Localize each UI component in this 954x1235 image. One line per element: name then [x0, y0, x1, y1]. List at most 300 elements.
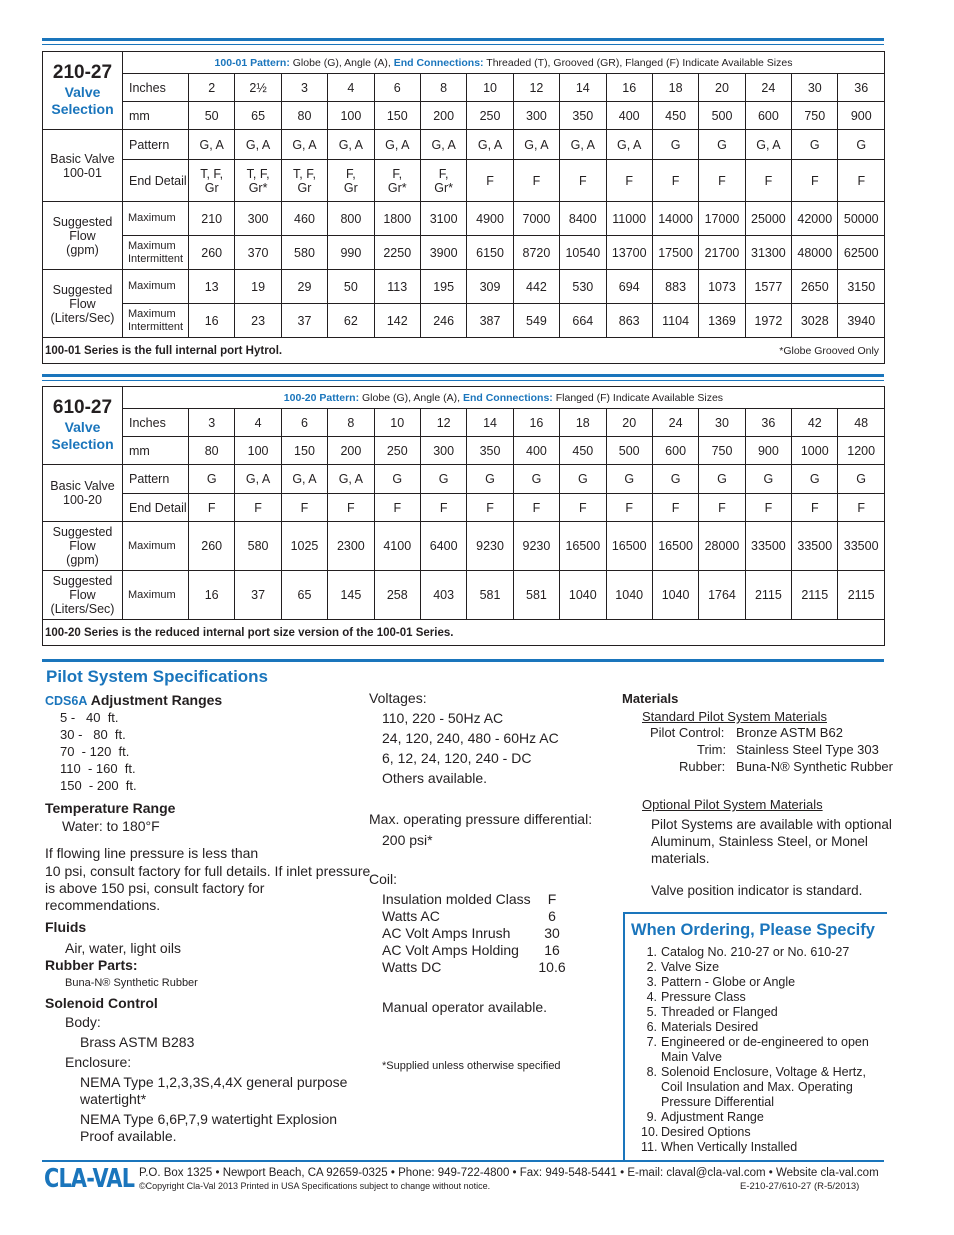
flow-note-1: If flowing line pressure is less than [45, 845, 259, 861]
gpm-max-cell: 300 [235, 202, 281, 236]
gpm-max-cell: 16500 [560, 522, 606, 571]
ls-int-cell: 1972 [745, 304, 791, 338]
ls-max-cell: 16 [189, 571, 235, 620]
end-detail-label: End Detail [123, 160, 189, 202]
inches-cell: 16 [513, 409, 559, 437]
coil-key: Watts AC [382, 908, 440, 924]
coil-value: 6 [548, 908, 556, 924]
ls-max-cell: 1040 [652, 571, 698, 620]
end-detail-cell: T, F, Gr [281, 160, 327, 202]
inches-cell: 16 [606, 74, 652, 102]
ls-max-cell: 19 [235, 270, 281, 304]
gpm-max-cell: 1025 [281, 522, 327, 571]
mm-cell: 900 [838, 102, 885, 130]
mm-cell: 600 [745, 102, 791, 130]
gpm-int-cell: 10540 [560, 236, 606, 270]
enclosure-2b: Proof available. [80, 1128, 177, 1144]
solenoid-heading: Solenoid Control [45, 995, 158, 1011]
inches-cell: 2½ [235, 74, 281, 102]
gpm-int-cell: 370 [235, 236, 281, 270]
end-detail-label: End Detail [123, 494, 189, 522]
gpm-max-cell: 2300 [328, 522, 374, 571]
ordering-box [623, 912, 887, 1162]
flow-gpm-label: Suggested Flow (gpm) [43, 522, 123, 571]
ls-max-cell: 1073 [699, 270, 745, 304]
pattern-cell: G, A [420, 130, 466, 160]
ordering-item: 2. Valve Size [646, 960, 720, 974]
ordering-item: 9. Adjustment Range [646, 1110, 764, 1124]
gpm-int-cell: 31300 [745, 236, 791, 270]
end-detail-cell: F [792, 494, 838, 522]
mm-cell: 400 [513, 437, 559, 465]
end-detail-cell: F, Gr [328, 160, 374, 202]
ls-max-cell: 37 [235, 571, 281, 620]
pattern-cell: G [792, 465, 838, 494]
gpm-int-cell: 6150 [467, 236, 513, 270]
pattern-cell: G [513, 465, 559, 494]
selection-label: Selection [51, 101, 114, 117]
voltage-1: 110, 220 - 50Hz AC [382, 710, 504, 726]
gpm-max-cell: 28000 [699, 522, 745, 571]
end-detail-cell: T, F, Gr [189, 160, 235, 202]
mm-label: mm [123, 437, 189, 465]
range-item: 150 - 200 ft. [60, 778, 137, 793]
inches-cell: 24 [745, 74, 791, 102]
end-detail-cell: F [745, 160, 791, 202]
ls-max-cell: 694 [606, 270, 652, 304]
opt-line-3: materials. [651, 851, 710, 866]
gpm-int-cell: 2250 [374, 236, 420, 270]
mop-heading: Max. operating pressure differential: [369, 811, 593, 827]
gpm-max-cell: 16500 [606, 522, 652, 571]
inches-cell: 10 [467, 74, 513, 102]
mm-cell: 450 [560, 437, 606, 465]
pattern-cell: G [699, 130, 745, 160]
gpm-int-cell: 260 [189, 236, 235, 270]
ls-max-cell: 1040 [560, 571, 606, 620]
inches-cell: 4 [328, 74, 374, 102]
range-item: 5 - 40 ft. [60, 710, 119, 725]
mm-label: mm [123, 102, 189, 130]
mm-cell: 350 [560, 102, 606, 130]
mm-cell: 300 [420, 437, 466, 465]
mm-cell: 750 [792, 102, 838, 130]
manual-operator: Manual operator available. [382, 999, 547, 1015]
end-detail-cell: F, Gr* [420, 160, 466, 202]
inches-label: Inches [123, 409, 189, 437]
end-detail-cell: F [513, 494, 559, 522]
ordering-item: 6. Materials Desired [646, 1020, 759, 1034]
valve-label: Valve [64, 419, 101, 435]
end-detail-cell: F [189, 494, 235, 522]
mm-cell: 50 [189, 102, 235, 130]
ls-int-cell: 549 [513, 304, 559, 338]
ls-int-cell: 246 [420, 304, 466, 338]
coil-value: F [547, 891, 557, 907]
ls-max-cell: 1040 [606, 571, 652, 620]
adjustment-ranges-heading [45, 692, 222, 710]
gpm-max-cell: 9230 [513, 522, 559, 571]
max-intermittent-label: Maximum Intermittent [123, 304, 189, 338]
end-detail-cell: F [606, 160, 652, 202]
voltage-4: Others available. [382, 770, 488, 786]
supplied-note: *Supplied unless otherwise specified [382, 1060, 561, 1072]
temp-heading: Temperature Range [45, 800, 176, 816]
pattern-cell: G [189, 465, 235, 494]
gpm-max-cell: 6400 [420, 522, 466, 571]
pattern-cell: G, A [560, 130, 606, 160]
pattern-cell: G [699, 465, 745, 494]
opt-line-1: Pilot Systems are available with optional [651, 817, 892, 832]
enclosure-1b: watertight* [80, 1091, 147, 1107]
ordering-item: 4. Pressure Class [646, 990, 746, 1004]
inches-cell: 24 [652, 409, 698, 437]
enclosure-label: Enclosure: [65, 1054, 132, 1070]
enclosure-2a: NEMA Type 6,6P,7,9 watertight Explosion [80, 1111, 338, 1127]
ls-max-cell: 1764 [699, 571, 745, 620]
gpm-max-cell: 7000 [513, 202, 559, 236]
ls-max-cell: 581 [467, 571, 513, 620]
inches-cell: 12 [513, 74, 559, 102]
ls-int-cell: 664 [560, 304, 606, 338]
inches-cell: 8 [420, 74, 466, 102]
pattern-header: 100-20 Pattern: Globe (G), Angle (A), End Connections: Flanged (F) Indicate Available Sizes [123, 387, 885, 409]
end-detail-cell: F [745, 494, 791, 522]
gpm-max-cell: 11000 [606, 202, 652, 236]
maximum-label: Maximum [123, 270, 189, 304]
inches-cell: 6 [374, 74, 420, 102]
inches-cell: 18 [560, 409, 606, 437]
end-detail-cell: F, Gr* [374, 160, 420, 202]
ls-int-cell: 3028 [792, 304, 838, 338]
inches-cell: 30 [699, 409, 745, 437]
footer-rule [42, 1160, 884, 1162]
gpm-max-cell: 14000 [652, 202, 698, 236]
max-intermittent-label: Maximum Intermittent [123, 236, 189, 270]
inches-cell: 36 [745, 409, 791, 437]
end-detail-cell: F [328, 494, 374, 522]
ls-int-cell: 387 [467, 304, 513, 338]
footer-address: P.O. Box 1325 • Newport Beach, CA 92659-0325 • Phone: 949-722-4800 • Fax: 949-548-5441 • E-mail: claval@cla-val.com • Website cla-val.com [139, 1167, 879, 1179]
coil-key: AC Volt Amps Holding [382, 942, 519, 958]
end-detail-cell: F [792, 160, 838, 202]
gpm-max-cell: 25000 [745, 202, 791, 236]
ls-max-cell: 2115 [838, 571, 884, 620]
coil-row [382, 959, 567, 976]
pattern-cell: G, A [235, 130, 281, 160]
mm-cell: 400 [606, 102, 652, 130]
inches-cell: 6 [281, 409, 327, 437]
selection-label: Selection [51, 436, 114, 452]
ls-max-cell: 13 [189, 270, 235, 304]
pattern-cell: G [652, 130, 698, 160]
end-detail-cell: F [374, 494, 420, 522]
mm-cell: 450 [652, 102, 698, 130]
end-detail-cell: F [235, 494, 281, 522]
flow-note-4: recommendations. [45, 897, 161, 913]
gpm-int-cell: 62500 [838, 236, 885, 270]
pattern-cell: G [838, 130, 885, 160]
inches-cell: 3 [281, 74, 327, 102]
ls-max-cell: 145 [328, 571, 374, 620]
pattern-cell: G, A [374, 130, 420, 160]
footer-copyright: ©Copyright Cla-Val 2013 Printed in USA Specifications subject to change without notice. [139, 1181, 491, 1191]
table-210-27 [42, 51, 885, 364]
ls-int-cell: 16 [189, 304, 235, 338]
top-rule-2b [42, 380, 884, 381]
ls-max-cell: 403 [420, 571, 466, 620]
ls-int-cell: 37 [281, 304, 327, 338]
flow-note-2: 10 psi, consult factory for full details. If inlet pressure [45, 863, 371, 879]
gpm-int-cell: 13700 [606, 236, 652, 270]
end-detail-cell: F [513, 160, 559, 202]
ls-int-cell: 23 [235, 304, 281, 338]
mm-cell: 600 [652, 437, 698, 465]
ls-int-cell: 1104 [652, 304, 698, 338]
mm-cell: 1200 [838, 437, 884, 465]
pattern-cell: G, A [513, 130, 559, 160]
flow-gpm-label: Suggested Flow (gpm) [43, 202, 123, 270]
ls-int-cell: 142 [374, 304, 420, 338]
opt-line-2: Aluminum, Stainless Steel, or Monel [651, 834, 868, 849]
pattern-cell: G, A [328, 465, 374, 494]
coil-key: Insulation molded Class [382, 891, 531, 907]
valve-label: Valve [64, 84, 101, 100]
top-rule-1b [42, 44, 884, 45]
maximum-label: Maximum [123, 571, 189, 620]
coil-value: 10.6 [538, 959, 566, 975]
end-detail-cell: F [838, 494, 884, 522]
footnote: *Globe Grooved Only [779, 344, 880, 357]
voltages-heading: Voltages: [369, 690, 427, 706]
inches-cell: 18 [652, 74, 698, 102]
gpm-max-cell: 33500 [838, 522, 884, 571]
gpm-max-cell: 33500 [792, 522, 838, 571]
gpm-max-cell: 50000 [838, 202, 885, 236]
gpm-max-cell: 8400 [560, 202, 606, 236]
ls-max-cell: 29 [281, 270, 327, 304]
opt-materials: Optional Pilot System Materials [642, 797, 823, 812]
ordering-item: 1. Catalog No. 210-27 or No. 610-27 [646, 945, 850, 959]
range-item: 30 - 80 ft. [60, 727, 126, 742]
ls-max-cell: 258 [374, 571, 420, 620]
inches-cell: 36 [838, 74, 885, 102]
fluids-value: Air, water, light oils [65, 940, 181, 956]
pattern-cell: G [652, 465, 698, 494]
materials-heading: Materials [622, 691, 679, 706]
coil-row [382, 908, 567, 925]
table-footer: *Globe Grooved Only 100-01 Series is the full internal port Hytrol. [43, 338, 885, 364]
pattern-cell: G, A [745, 130, 791, 160]
cds-label: CDS6A [45, 694, 88, 708]
pattern-cell: G, A [281, 465, 327, 494]
gpm-max-cell: 580 [235, 522, 281, 571]
coil-key: AC Volt Amps Inrush [382, 925, 511, 941]
mm-cell: 100 [235, 437, 281, 465]
mm-cell: 250 [374, 437, 420, 465]
model-number: 210-27 [52, 62, 113, 83]
pilot-control-key: Pilot Control: [650, 725, 725, 740]
mop-value: 200 psi* [382, 832, 433, 848]
coil-row [382, 942, 567, 959]
table-footer: 100-20 Series is the reduced internal port size version of the 100-01 Series. [43, 620, 885, 646]
end-detail-cell: F [606, 494, 652, 522]
inches-cell: 12 [420, 409, 466, 437]
mm-cell: 150 [374, 102, 420, 130]
mm-cell: 300 [513, 102, 559, 130]
end-detail-cell: F [652, 494, 698, 522]
flow-ls-label: Suggested Flow (Liters/Sec) [43, 571, 123, 620]
gpm-int-cell: 21700 [699, 236, 745, 270]
range-item: 110 - 160 ft. [60, 761, 136, 776]
ls-max-cell: 3150 [838, 270, 885, 304]
mm-cell: 150 [281, 437, 327, 465]
ls-max-cell: 581 [513, 571, 559, 620]
gpm-max-cell: 42000 [792, 202, 838, 236]
pattern-label: Pattern [123, 130, 189, 160]
end-detail-cell: F [838, 160, 885, 202]
ls-int-cell: 62 [328, 304, 374, 338]
ordering-item: 5. Threaded or Flanged [646, 1005, 778, 1019]
flow-ls-label: Suggested Flow (Liters/Sec) [43, 270, 123, 338]
mm-cell: 250 [467, 102, 513, 130]
pattern-cell: G, A [328, 130, 374, 160]
gpm-int-cell: 990 [328, 236, 374, 270]
inches-cell: 14 [560, 74, 606, 102]
gpm-max-cell: 3100 [420, 202, 466, 236]
ordering-item: 3. Pattern - Globe or Angle [646, 975, 796, 989]
pattern-header: 100-01 Pattern: Globe (G), Angle (A), End Connections: Threaded (T), Grooved (GR), Flanged (F) Indicate Available Sizes [123, 52, 885, 74]
pattern-cell: G [606, 465, 652, 494]
pattern-cell: G, A [606, 130, 652, 160]
ordering-list [641, 945, 869, 1155]
gpm-int-cell: 17500 [652, 236, 698, 270]
ls-max-cell: 309 [467, 270, 513, 304]
mm-cell: 100 [328, 102, 374, 130]
rubber-value: Buna-N® Synthetic Rubber [65, 977, 198, 989]
maximum-label: Maximum [123, 522, 189, 571]
coil-value: 16 [544, 942, 560, 958]
inches-cell: 3 [189, 409, 235, 437]
gpm-int-cell: 580 [281, 236, 327, 270]
voltage-3: 6, 12, 24, 120, 240 - DC [382, 750, 532, 766]
pattern-cell: G, A [281, 130, 327, 160]
ls-max-cell: 113 [374, 270, 420, 304]
mm-cell: 65 [235, 102, 281, 130]
ls-int-cell: 1369 [699, 304, 745, 338]
ls-max-cell: 195 [420, 270, 466, 304]
coil-row [382, 891, 567, 908]
end-detail-cell: F [699, 494, 745, 522]
end-detail-cell: F [652, 160, 698, 202]
end-detail-cell: T, F, Gr* [235, 160, 281, 202]
mm-cell: 1000 [792, 437, 838, 465]
trim-value: Stainless Steel Type 303 [736, 742, 879, 757]
pattern-cell: G, A [235, 465, 281, 494]
model-number: 610-27 [52, 397, 113, 418]
pattern-cell: G [374, 465, 420, 494]
pattern-cell: G [467, 465, 513, 494]
gpm-int-cell: 3900 [420, 236, 466, 270]
ls-max-cell: 2115 [792, 571, 838, 620]
inches-cell: 4 [235, 409, 281, 437]
coil-row [382, 925, 567, 942]
mm-cell: 80 [189, 437, 235, 465]
end-detail-cell: F [420, 494, 466, 522]
ls-max-cell: 883 [652, 270, 698, 304]
pattern-cell: G [745, 465, 791, 494]
end-detail-cell: F [467, 160, 513, 202]
range-item: 70 - 120 ft. [60, 744, 130, 759]
end-detail-cell: F [281, 494, 327, 522]
maximum-label: Maximum [123, 202, 189, 236]
mm-cell: 750 [699, 437, 745, 465]
ls-max-cell: 65 [281, 571, 327, 620]
gpm-max-cell: 17000 [699, 202, 745, 236]
gpm-max-cell: 4900 [467, 202, 513, 236]
ls-max-cell: 442 [513, 270, 559, 304]
cla-val-logo: CLA-VAL [44, 1164, 135, 1194]
mm-cell: 200 [328, 437, 374, 465]
coil-value: 30 [544, 925, 560, 941]
flow-note-3: is above 150 psi, consult factory for [45, 880, 265, 896]
mm-cell: 350 [467, 437, 513, 465]
inches-cell: 48 [838, 409, 884, 437]
gpm-int-cell: 48000 [792, 236, 838, 270]
rubber-key: Rubber: [679, 759, 726, 774]
ordering-title: When Ordering, Please Specify [631, 921, 875, 939]
ls-int-cell: 3940 [838, 304, 885, 338]
top-rule-2 [42, 374, 884, 377]
pattern-cell: G [792, 130, 838, 160]
gpm-max-cell: 460 [281, 202, 327, 236]
ls-int-cell: 863 [606, 304, 652, 338]
pilot-rule [42, 659, 884, 662]
pilot-control-value: Bronze ASTM B62 [736, 725, 843, 740]
ls-max-cell: 50 [328, 270, 374, 304]
inches-label: Inches [123, 74, 189, 102]
gpm-int-cell: 8720 [513, 236, 559, 270]
end-detail-cell: F [560, 160, 606, 202]
temp-value: Water: to 180°F [62, 818, 160, 834]
pilot-title: Pilot System Specifications [46, 667, 269, 686]
gpm-max-cell: 800 [328, 202, 374, 236]
mm-cell: 500 [606, 437, 652, 465]
pattern-cell: G [420, 465, 466, 494]
mm-cell: 900 [745, 437, 791, 465]
valve-selection-cell [43, 52, 123, 130]
adj-label: Adjustment Ranges [87, 692, 223, 708]
mm-cell: 500 [699, 102, 745, 130]
inches-cell: 42 [792, 409, 838, 437]
gpm-max-cell: 210 [189, 202, 235, 236]
ls-max-cell: 1577 [745, 270, 791, 304]
pattern-label: Pattern [123, 465, 189, 494]
inches-cell: 30 [792, 74, 838, 102]
mm-cell: 200 [420, 102, 466, 130]
rubber-heading: Rubber Parts: [45, 957, 138, 973]
coil-heading: Coil: [369, 871, 398, 887]
inches-cell: 20 [699, 74, 745, 102]
pattern-cell: G, A [467, 130, 513, 160]
vpi-line: Valve position indicator is standard. [651, 883, 863, 898]
range-list [60, 709, 137, 794]
valve-selection-cell [43, 387, 123, 465]
basic-valve-label: Basic Valve 100-01 [43, 130, 123, 202]
ordering-item: 11. When Vertically Installed [641, 1140, 798, 1154]
ls-max-cell: 2115 [745, 571, 791, 620]
pattern-cell: G, A [189, 130, 235, 160]
